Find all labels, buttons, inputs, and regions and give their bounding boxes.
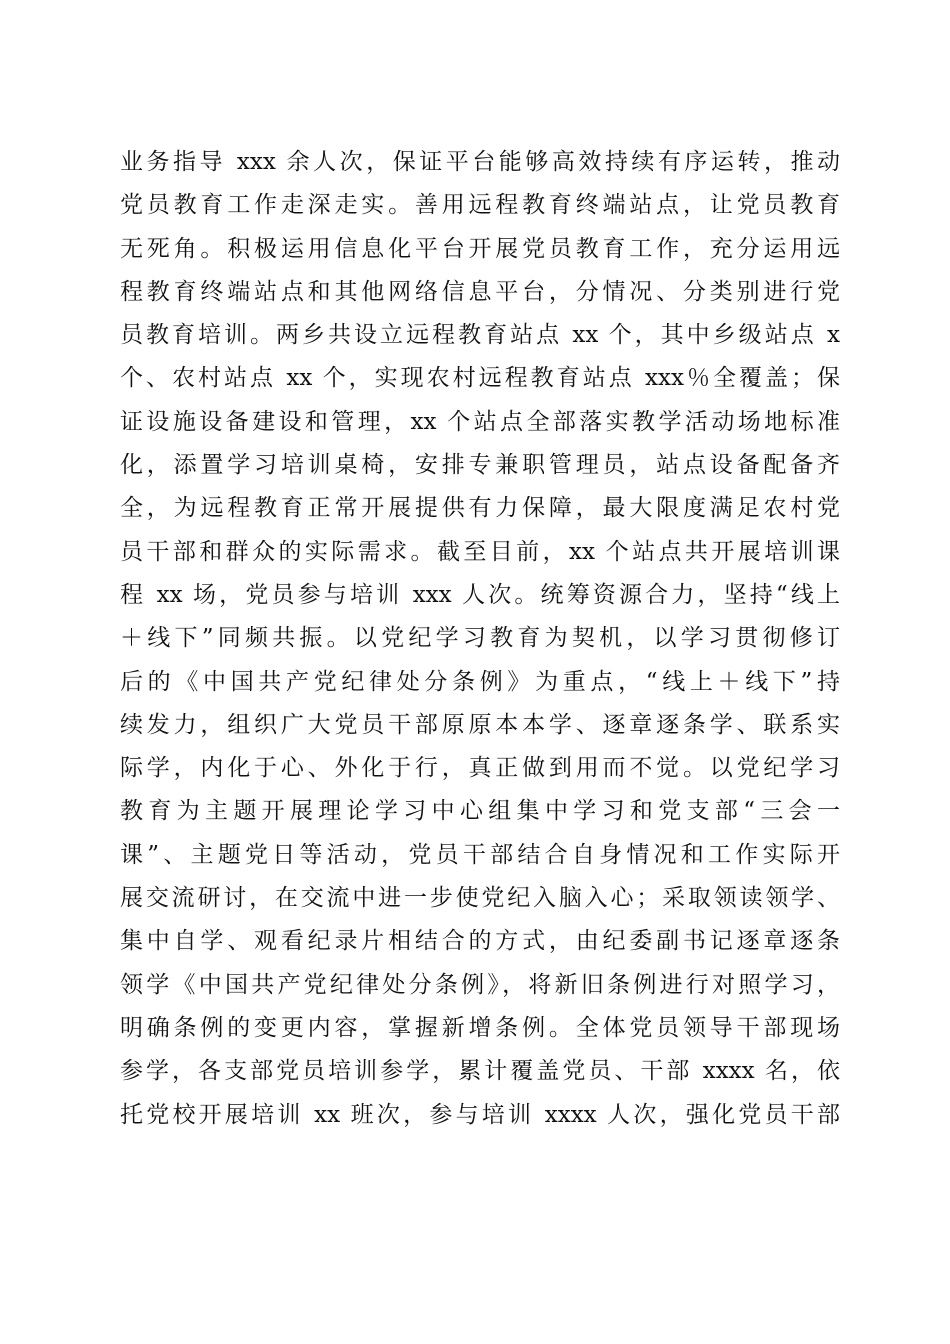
text-line-1: 业务指导 xxx 余人次，保证平台能够高效持续有序运转，推动 — [120, 149, 840, 175]
text-line-12: ＋线下”同频共振。以党纪学习教育为契机，以学习贯彻修订 — [120, 625, 840, 652]
text-line-2: 党员教育工作走深走实。善用远程教育终端站点，让党员教育 — [120, 192, 840, 219]
text-line-5: 员教育培训。两乡共设立远程教育站点 xx 个，其中乡级站点 x — [120, 322, 840, 349]
text-line-20: 领学《中国共产党纪律处分条例》，将新旧条例进行对照学习， — [120, 971, 840, 998]
text-line-3: 无死角。积极运用信息化平台开展党员教育工作，充分运用远 — [120, 235, 840, 262]
text-line-21: 明确条例的变更内容，掌握新增条例。全体党员领导干部现场 — [120, 1014, 840, 1041]
text-line-4: 程教育终端站点和其他网络信息平台，分情况、分类别进行党 — [120, 278, 840, 305]
text-line-17: 课”、主题党日等活动，党员干部结合自身情况和工作实际开 — [120, 841, 840, 868]
text-line-18: 展交流研讨，在交流中进一步使党纪入脑入心；采取领读领学、 — [120, 885, 840, 912]
text-line-8: 化，添置学习培训桌椅，安排专兼职管理员，站点设备配备齐 — [120, 452, 840, 479]
text-line-14: 续发力，组织广大党员干部原原本本学、逐章逐条学、联系实 — [120, 711, 840, 738]
text-line-11: 程 xx 场，党员参与培训 xxx 人次。统筹资源合力，坚持“线上 — [120, 581, 840, 608]
text-line-10: 员干部和群众的实际需求。截至目前，xx 个站点共开展培训课 — [120, 538, 840, 565]
body-paragraph — [120, 141, 840, 1137]
text-line-9: 全，为远程教育正常开展提供有力保障，最大限度满足农村党 — [120, 495, 840, 522]
text-line-16: 教育为主题开展理论学习中心组集中学习和党支部“三会一 — [120, 798, 840, 825]
text-line-7: 证设施设备建设和管理，xx 个站点全部落实教学活动场地标准 — [120, 408, 840, 435]
text-line-19: 集中自学、观看纪录片相结合的方式，由纪委副书记逐章逐条 — [120, 928, 840, 955]
text-line-6: 个、农村站点 xx 个，实现农村远程教育站点 xxx％全覆盖；保 — [120, 365, 840, 392]
text-line-22: 参学，各支部党员培训参学，累计覆盖党员、干部 xxxx 名，依 — [120, 1058, 840, 1085]
text-line-13: 后的《中国共产党纪律处分条例》为重点，“线上＋线下”持 — [120, 668, 840, 695]
text-line-23: 托党校开展培训 xx 班次，参与培训 xxxx 人次，强化党员干部 — [120, 1101, 840, 1128]
text-line-15: 际学，内化于心、外化于行，真正做到用而不觉。以党纪学习 — [120, 755, 840, 782]
